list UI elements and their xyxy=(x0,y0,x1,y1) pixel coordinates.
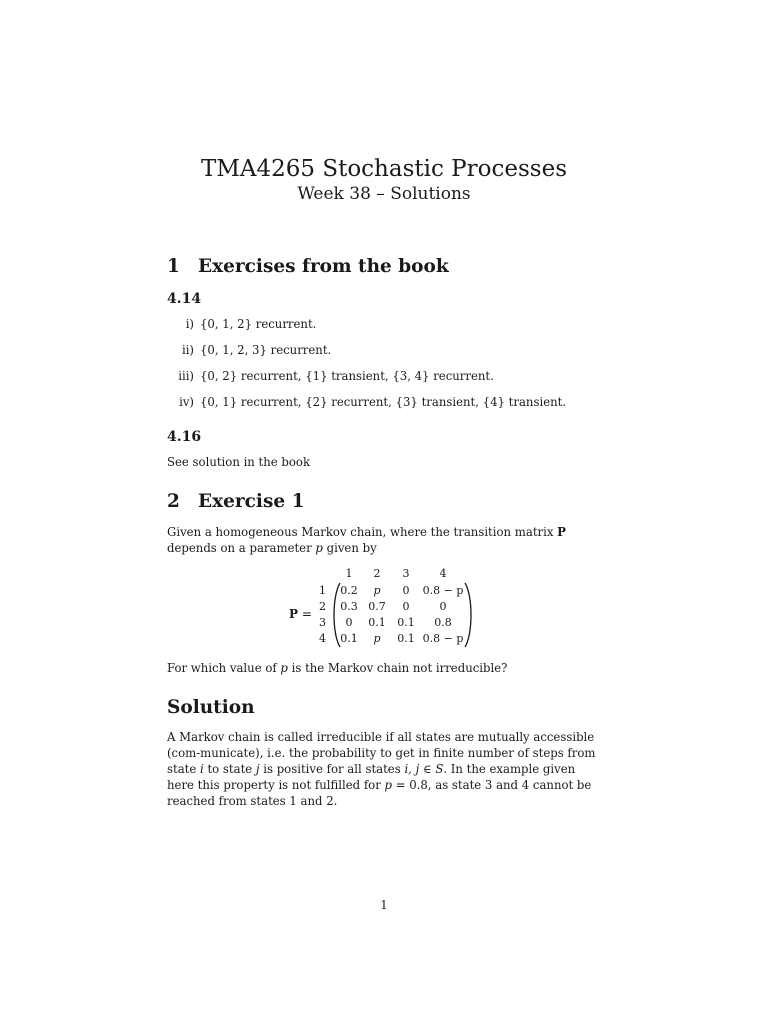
equals-sign: = xyxy=(298,607,312,621)
matrix-label xyxy=(289,606,312,622)
matrix-col-header: 2 xyxy=(373,567,381,580)
solution-heading: Solution xyxy=(167,697,255,718)
solution-text xyxy=(167,729,601,809)
matrix-cell: 0.8 − p xyxy=(422,632,464,645)
matrix-cell: 0.1 xyxy=(368,616,386,629)
matrix-cell: 0 xyxy=(345,616,353,629)
matrix-row-header: 4 xyxy=(319,632,326,645)
section-2-number: 2 xyxy=(167,491,180,512)
list-item-text: {0, 1, 2, 3} recurrent. xyxy=(200,343,332,357)
matrix-cell: 0.1 xyxy=(397,632,415,645)
list-item-label: iii) xyxy=(178,369,194,383)
section-2-heading xyxy=(167,491,304,513)
matrix-row-header: 2 xyxy=(319,600,326,613)
matrix-col-header: 1 xyxy=(345,567,353,580)
matrix-cell: 0.2 xyxy=(340,584,358,597)
list-item xyxy=(168,316,316,332)
right-paren xyxy=(464,582,476,648)
section-2-title: Exercise 1 xyxy=(198,491,305,512)
matrix-col-header: 3 xyxy=(402,567,410,580)
matrix-cell: 0 xyxy=(402,584,410,597)
list-item-label: iv) xyxy=(179,395,194,409)
matrix-cell: 0.3 xyxy=(340,600,358,613)
text-run: . In the example given here this property is not fulfilled for xyxy=(167,762,576,792)
subsection-4-16-text: See solution in the book xyxy=(167,455,311,469)
matrix-cell: p xyxy=(373,632,381,645)
text-run: to state xyxy=(203,762,256,776)
matrix-symbol-inline: P xyxy=(557,525,566,539)
text-run: Given a homogeneous Markov chain, where the transition matrix xyxy=(167,525,558,539)
exercise-question xyxy=(167,660,601,676)
text-run: is positive for all states xyxy=(259,762,405,776)
math-var: p xyxy=(280,661,288,675)
document-title: TMA4265 Stochastic Processes xyxy=(200,156,568,182)
math-var: p xyxy=(315,541,323,555)
matrix-symbol: P xyxy=(289,607,299,621)
matrix-cell: 0.1 xyxy=(397,616,415,629)
math-var: p xyxy=(384,778,392,792)
list-item xyxy=(168,394,566,410)
matrix-col-header: 4 xyxy=(439,567,447,580)
document-subtitle: Week 38 – Solutions xyxy=(297,184,471,204)
text-run: A Markov chain is called irreducible if all states are mutually accessible (com-municate), i.e. the probability to get in finite number of steps from state xyxy=(167,730,596,776)
section-1-title: Exercises from the book xyxy=(198,256,449,277)
list-item xyxy=(168,368,494,384)
matrix-cell: 0.8 − p xyxy=(422,584,464,597)
text-run: ∈ xyxy=(419,762,436,776)
matrix-cell: 0.8 xyxy=(434,616,452,629)
subsection-4-14-heading: 4.14 xyxy=(167,291,202,307)
matrix-cell: 0.7 xyxy=(368,600,386,613)
list-item xyxy=(168,342,331,358)
matrix-cell: p xyxy=(373,584,381,597)
text-run: For which value of xyxy=(167,661,281,675)
matrix-row-header: 3 xyxy=(319,616,326,629)
list-item-text: {0, 2} recurrent, {1} transient, {3, 4} recurrent. xyxy=(200,369,494,383)
text-run: = 0.8, as state 3 and 4 cannot be reached from states 1 and 2. xyxy=(167,778,592,808)
exercise-intro xyxy=(167,524,601,556)
math-var: i, j xyxy=(404,762,420,776)
list-item-label: ii) xyxy=(181,343,194,357)
matrix-cell: 0.1 xyxy=(340,632,358,645)
text-run: given by xyxy=(322,541,377,555)
section-1-heading xyxy=(167,256,449,278)
math-var: j xyxy=(255,762,260,776)
matrix-row-header: 1 xyxy=(319,584,326,597)
page-number: 1 xyxy=(380,898,388,912)
math-var: i xyxy=(200,762,204,776)
list-item-text: {0, 1} recurrent, {2} recurrent, {3} transient, {4} transient. xyxy=(200,395,567,409)
text-run: depends on a parameter xyxy=(167,541,316,555)
list-item-label: i) xyxy=(185,317,194,331)
math-var: S xyxy=(435,762,444,776)
text-run: is the Markov chain not irreducible? xyxy=(287,661,508,675)
matrix-cell: 0 xyxy=(439,600,447,613)
section-1-number: 1 xyxy=(167,256,180,277)
list-item-text: {0, 1, 2} recurrent. xyxy=(200,317,317,331)
matrix-cell: 0 xyxy=(402,600,410,613)
subsection-4-16-heading: 4.16 xyxy=(167,429,202,445)
